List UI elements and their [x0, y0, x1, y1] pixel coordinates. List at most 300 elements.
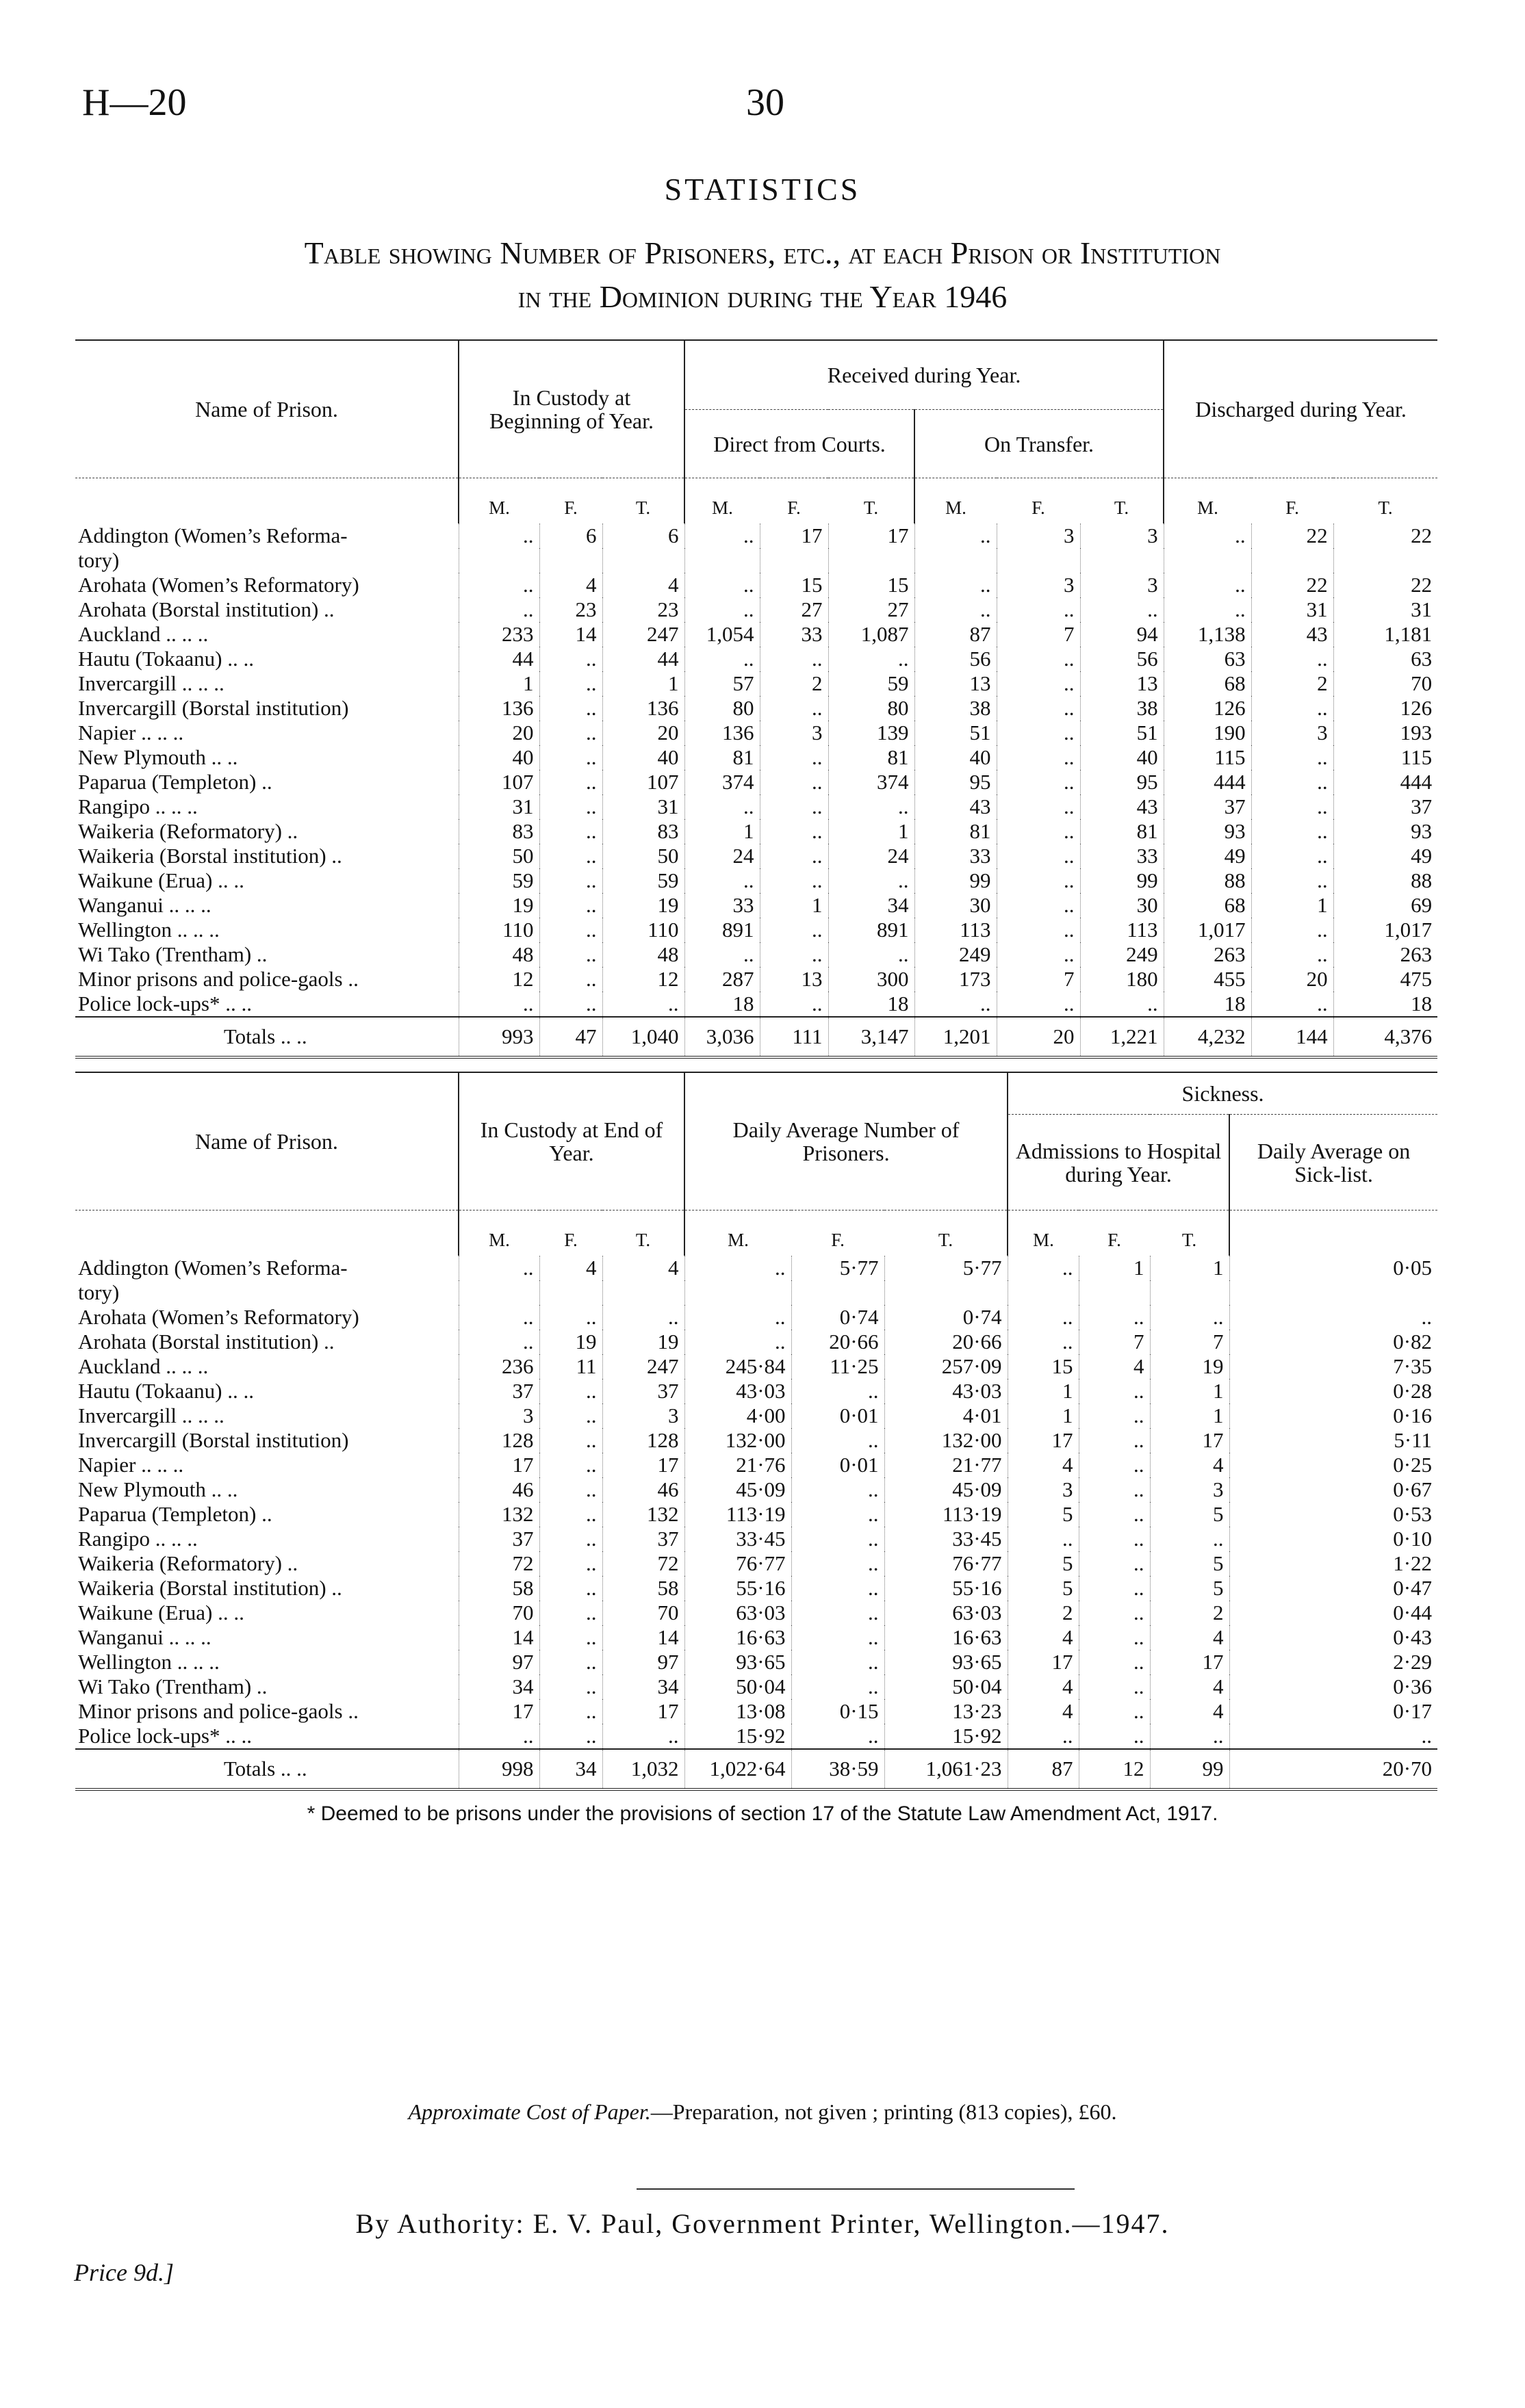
value-cell: 0·74 [791, 1305, 884, 1330]
value-cell: 4 [1150, 1674, 1229, 1699]
value-cell: 31 [602, 794, 684, 819]
value-cell [884, 1280, 1008, 1305]
value-cell: 2·29 [1229, 1650, 1437, 1674]
value-cell: 107 [459, 770, 539, 794]
value-cell: .. [539, 1674, 602, 1699]
value-cell: 4 [1008, 1699, 1079, 1724]
value-cell: .. [539, 794, 602, 819]
col-head-admissions: Admissions to Hospital during Year. [1008, 1115, 1229, 1211]
value-cell: 31 [459, 794, 539, 819]
value-cell: 0·36 [1229, 1674, 1437, 1699]
value-cell: .. [1080, 992, 1164, 1017]
value-cell: 3,036 [684, 1017, 760, 1057]
value-cell: 30 [1080, 893, 1164, 918]
value-cell: .. [684, 942, 760, 967]
value-cell: 132 [459, 1502, 539, 1527]
value-cell: .. [459, 1305, 539, 1330]
value-cell: 37 [602, 1379, 684, 1403]
table-row [75, 1576, 1437, 1601]
printer-authority: By Authority: E. V. Paul, Government Printer, Wellington.—1947. [355, 2208, 1170, 2239]
price: Price 9d.] [74, 2259, 174, 2286]
sub-head [1229, 1211, 1437, 1256]
sub-head: F. [791, 1211, 884, 1256]
table-row [75, 622, 1437, 647]
value-cell: 33 [760, 622, 828, 647]
value-cell: 4 [539, 573, 602, 597]
value-cell: 4·00 [684, 1403, 791, 1428]
value-cell [1150, 1280, 1229, 1305]
value-cell: 59 [459, 868, 539, 893]
value-cell: 0·43 [1229, 1625, 1437, 1650]
value-cell: 16·63 [884, 1625, 1008, 1650]
value-cell: .. [914, 992, 997, 1017]
value-cell [602, 1280, 684, 1305]
table-row [75, 721, 1437, 745]
value-cell: .. [791, 1724, 884, 1749]
value-cell [459, 1280, 539, 1305]
value-cell: .. [791, 1551, 884, 1576]
value-cell: .. [539, 770, 602, 794]
value-cell: .. [1008, 1527, 1079, 1551]
value-cell: 12 [1079, 1749, 1150, 1789]
value-cell [791, 1280, 884, 1305]
col-head-custody-end: In Custody at End of Year. [459, 1072, 684, 1211]
table-row [75, 671, 1437, 696]
value-cell: .. [539, 647, 602, 671]
prison-name-cell: Wi Tako (Trentham) .. [78, 942, 268, 966]
value-cell: .. [997, 992, 1080, 1017]
sub-head: M. [914, 478, 997, 524]
prison-name-cell: Rangipo .. .. .. [78, 794, 198, 818]
value-cell: .. [602, 992, 684, 1017]
value-cell: 81 [1080, 819, 1164, 844]
value-cell: .. [997, 647, 1080, 671]
value-cell: .. [1079, 1527, 1150, 1551]
value-cell: 20 [602, 721, 684, 745]
value-cell: .. [459, 573, 539, 597]
value-cell: 7·35 [1229, 1354, 1437, 1379]
value-cell [997, 548, 1080, 573]
value-cell: .. [828, 647, 914, 671]
value-cell: .. [1079, 1502, 1150, 1527]
value-cell: 1,040 [602, 1017, 684, 1057]
value-cell: .. [459, 1256, 539, 1280]
value-cell: 43 [1251, 622, 1333, 647]
value-cell: .. [539, 1502, 602, 1527]
caption-line-1: Table showing Number of Prisoners, etc., at each Prison or Institution [304, 235, 1221, 270]
value-cell: 444 [1333, 770, 1437, 794]
value-cell: .. [1251, 868, 1333, 893]
value-cell: 249 [1080, 942, 1164, 967]
value-cell: 374 [828, 770, 914, 794]
value-cell: 33 [914, 844, 997, 868]
value-cell: .. [684, 868, 760, 893]
table-row [75, 523, 1437, 548]
value-cell: 132·00 [684, 1428, 791, 1453]
table-row [75, 844, 1437, 868]
value-cell: 38 [1080, 696, 1164, 721]
value-cell: 17 [1008, 1650, 1079, 1674]
table-row [75, 1330, 1437, 1354]
totals-row [75, 1017, 1437, 1057]
value-cell: .. [1008, 1256, 1079, 1280]
value-cell: 13 [1080, 671, 1164, 696]
value-cell: 63 [1333, 647, 1437, 671]
value-cell: .. [1164, 597, 1251, 622]
value-cell: .. [539, 1601, 602, 1625]
value-cell: 19 [459, 893, 539, 918]
prison-name-cell: tory) [78, 548, 120, 572]
value-cell: .. [539, 1477, 602, 1502]
value-cell: 993 [459, 1017, 539, 1057]
value-cell: 51 [914, 721, 997, 745]
value-cell: 4 [602, 1256, 684, 1280]
value-cell: .. [1251, 794, 1333, 819]
value-cell: 21·76 [684, 1453, 791, 1477]
section-title: STATISTICS [664, 172, 861, 207]
value-cell: 27 [828, 597, 914, 622]
value-cell: .. [1251, 696, 1333, 721]
value-cell [1164, 548, 1251, 573]
value-cell: .. [997, 721, 1080, 745]
value-cell: .. [997, 893, 1080, 918]
value-cell: .. [684, 647, 760, 671]
prisoners-table-custody-sickness [75, 1072, 1437, 1791]
value-cell: .. [760, 794, 828, 819]
value-cell: 18 [828, 992, 914, 1017]
value-cell: .. [791, 1576, 884, 1601]
value-cell: 115 [1164, 745, 1251, 770]
value-cell: 1,022·64 [684, 1749, 791, 1789]
value-cell: 444 [1164, 770, 1251, 794]
value-cell: 1 [1150, 1256, 1229, 1280]
value-cell: 3 [1251, 721, 1333, 745]
value-cell: .. [539, 1428, 602, 1453]
value-cell: 22 [1333, 573, 1437, 597]
value-cell [828, 548, 914, 573]
value-cell: .. [1251, 918, 1333, 942]
value-cell: 4,376 [1333, 1017, 1437, 1057]
value-cell: 132 [602, 1502, 684, 1527]
table-row [75, 819, 1437, 844]
value-cell: 5 [1008, 1576, 1079, 1601]
prison-name-cell: Napier .. .. .. [78, 721, 184, 745]
value-cell: .. [539, 1576, 602, 1601]
sub-head: T. [1150, 1211, 1229, 1256]
prison-name-cell: Invercargill .. .. .. [78, 1403, 225, 1427]
value-cell [1008, 1280, 1079, 1305]
value-cell: 236 [459, 1354, 539, 1379]
value-cell: 128 [602, 1428, 684, 1453]
value-cell: 4·01 [884, 1403, 1008, 1428]
value-cell: .. [828, 942, 914, 967]
value-cell: 50·04 [884, 1674, 1008, 1699]
value-cell: 87 [914, 622, 997, 647]
value-cell: 19 [602, 893, 684, 918]
value-cell: 7 [997, 967, 1080, 992]
value-cell: 40 [914, 745, 997, 770]
value-cell: 3 [997, 573, 1080, 597]
value-cell: 4 [1150, 1453, 1229, 1477]
value-cell: 34 [539, 1749, 602, 1789]
value-cell: .. [1008, 1330, 1079, 1354]
sub-head: T. [1333, 478, 1437, 524]
value-cell: 4 [1150, 1625, 1229, 1650]
value-cell: .. [828, 794, 914, 819]
value-cell: 132·00 [884, 1428, 1008, 1453]
table-row [75, 1699, 1437, 1724]
value-cell: .. [1251, 942, 1333, 967]
value-cell: 3 [1080, 573, 1164, 597]
value-cell: 14 [459, 1625, 539, 1650]
value-cell: 81 [684, 745, 760, 770]
value-cell: 287 [684, 967, 760, 992]
sub-head: M. [1008, 1211, 1079, 1256]
value-cell: 5·77 [791, 1256, 884, 1280]
value-cell: 58 [602, 1576, 684, 1601]
value-cell: 37 [1164, 794, 1251, 819]
prison-name-cell: New Plymouth .. .. [78, 745, 238, 769]
value-cell: 1 [828, 819, 914, 844]
value-cell: 113 [1080, 918, 1164, 942]
value-cell: 1 [684, 819, 760, 844]
prison-name-cell: Paparua (Templeton) .. [78, 1502, 272, 1526]
value-cell: 3 [602, 1403, 684, 1428]
value-cell: 17 [1008, 1428, 1079, 1453]
value-cell: .. [684, 573, 760, 597]
table-row [75, 992, 1437, 1017]
table-row [75, 1502, 1437, 1527]
value-cell: .. [997, 918, 1080, 942]
value-cell: 20·66 [884, 1330, 1008, 1354]
value-cell: 0·28 [1229, 1379, 1437, 1403]
value-cell: .. [539, 1403, 602, 1428]
value-cell: 15·92 [884, 1724, 1008, 1749]
value-cell: 136 [459, 696, 539, 721]
value-cell: .. [539, 745, 602, 770]
value-cell: 76·77 [684, 1551, 791, 1576]
prison-name-cell: Waikune (Erua) .. .. [78, 1601, 244, 1624]
value-cell: 51 [1080, 721, 1164, 745]
value-cell: .. [1079, 1699, 1150, 1724]
value-cell: 19 [602, 1330, 684, 1354]
value-cell: 22 [1251, 573, 1333, 597]
prison-name-cell: Addington (Women’s Reforma- [78, 523, 348, 547]
value-cell: 17 [602, 1453, 684, 1477]
sub-head: F. [997, 478, 1080, 524]
value-cell: .. [684, 523, 760, 548]
value-cell: .. [914, 523, 997, 548]
value-cell: 24 [828, 844, 914, 868]
table-row [75, 893, 1437, 918]
table-row [75, 1379, 1437, 1403]
value-cell: 34 [828, 893, 914, 918]
table-row [75, 696, 1437, 721]
value-cell: 33·45 [884, 1527, 1008, 1551]
value-cell: .. [760, 647, 828, 671]
value-cell: 180 [1080, 967, 1164, 992]
value-cell: 83 [602, 819, 684, 844]
sub-head: M. [459, 1211, 539, 1256]
prison-name-cell: Auckland .. .. .. [78, 1354, 209, 1378]
prison-name-cell: Addington (Women’s Reforma- [78, 1256, 348, 1280]
value-cell: .. [539, 1724, 602, 1749]
prison-name-cell: Waikeria (Reformatory) .. [78, 819, 298, 843]
prison-name-cell: Hautu (Tokaanu) .. .. [78, 647, 254, 671]
value-cell: 18 [684, 992, 760, 1017]
col-head-sickness: Sickness. [1008, 1072, 1437, 1115]
value-cell: 0·15 [791, 1699, 884, 1724]
value-cell: 55·16 [884, 1576, 1008, 1601]
value-cell: 49 [1164, 844, 1251, 868]
value-cell: 136 [684, 721, 760, 745]
col-head-on-transfer: On Transfer. [914, 410, 1164, 478]
value-cell: 20·70 [1229, 1749, 1437, 1789]
value-cell: 13·08 [684, 1699, 791, 1724]
value-cell: .. [791, 1625, 884, 1650]
col-head-daily-average: Daily Average Number of Prisoners. [684, 1072, 1008, 1211]
value-cell: 7 [1079, 1330, 1150, 1354]
value-cell: .. [791, 1601, 884, 1625]
value-cell: 13 [760, 967, 828, 992]
value-cell: 22 [1333, 523, 1437, 548]
value-cell: 998 [459, 1749, 539, 1789]
value-cell: 63·03 [684, 1601, 791, 1625]
totals-row [75, 1749, 1437, 1789]
value-cell: 1,054 [684, 622, 760, 647]
value-cell: 37 [602, 1527, 684, 1551]
value-cell: 34 [602, 1674, 684, 1699]
value-cell: .. [539, 992, 602, 1017]
value-cell: .. [539, 1699, 602, 1724]
value-cell: 95 [914, 770, 997, 794]
value-cell: .. [1251, 992, 1333, 1017]
value-cell: 31 [1333, 597, 1437, 622]
value-cell: .. [791, 1502, 884, 1527]
value-cell: .. [791, 1379, 884, 1403]
prison-name-cell: Arohata (Borstal institution) .. [78, 1330, 335, 1354]
value-cell: 1,181 [1333, 622, 1437, 647]
table-row [75, 573, 1437, 597]
table-row [75, 1477, 1437, 1502]
prison-name-cell: Totals .. .. [75, 1017, 459, 1057]
value-cell: 1 [1008, 1403, 1079, 1428]
table-row [75, 548, 1437, 573]
value-cell: 80 [684, 696, 760, 721]
table-row [75, 1305, 1437, 1330]
value-cell: 37 [1333, 794, 1437, 819]
value-cell: 1,138 [1164, 622, 1251, 647]
value-cell: .. [1079, 1403, 1150, 1428]
value-cell: 1,087 [828, 622, 914, 647]
value-cell: .. [1251, 770, 1333, 794]
sub-head: F. [1079, 1211, 1150, 1256]
value-cell: .. [1079, 1650, 1150, 1674]
value-cell: 136 [602, 696, 684, 721]
value-cell: 30 [914, 893, 997, 918]
value-cell: 17 [760, 523, 828, 548]
sub-head: T. [602, 478, 684, 524]
value-cell [684, 548, 760, 573]
value-cell: 128 [459, 1428, 539, 1453]
value-cell: .. [539, 967, 602, 992]
value-cell: .. [791, 1650, 884, 1674]
value-cell: .. [539, 893, 602, 918]
value-cell: 15·92 [684, 1724, 791, 1749]
value-cell: 1·22 [1229, 1551, 1437, 1576]
value-cell: .. [1150, 1527, 1229, 1551]
sub-head: T. [884, 1211, 1008, 1256]
value-cell: .. [459, 992, 539, 1017]
value-cell: 70 [459, 1601, 539, 1625]
value-cell: 3,147 [828, 1017, 914, 1057]
value-cell: 18 [1333, 992, 1437, 1017]
value-cell [1080, 548, 1164, 573]
col-head-custody-begin: In Custody at Beginning of Year. [459, 340, 684, 478]
value-cell: .. [539, 1527, 602, 1551]
value-cell: .. [539, 1551, 602, 1576]
value-cell: 37 [459, 1379, 539, 1403]
value-cell: 14 [602, 1625, 684, 1650]
value-cell: 33·45 [684, 1527, 791, 1551]
prisoners-table-received-discharged [75, 339, 1437, 1059]
prison-name-cell: Arohata (Women’s Reformatory) [78, 573, 359, 597]
value-cell: 107 [602, 770, 684, 794]
value-cell: .. [997, 671, 1080, 696]
value-cell: .. [1079, 1601, 1150, 1625]
value-cell: .. [997, 844, 1080, 868]
value-cell: .. [1229, 1305, 1437, 1330]
prison-name-cell: Napier .. .. .. [78, 1453, 184, 1477]
value-cell: 24 [684, 844, 760, 868]
value-cell: .. [1079, 1305, 1150, 1330]
value-cell: 14 [539, 622, 602, 647]
value-cell: 34 [459, 1674, 539, 1699]
value-cell: 99 [1150, 1749, 1229, 1789]
table-row [75, 1551, 1437, 1576]
value-cell: .. [1008, 1724, 1079, 1749]
value-cell: 1 [1251, 893, 1333, 918]
value-cell: 1,061·23 [884, 1749, 1008, 1789]
cost-of-paper [0, 2099, 1525, 2125]
value-cell: 0·67 [1229, 1477, 1437, 1502]
value-cell: 23 [539, 597, 602, 622]
value-cell: .. [791, 1527, 884, 1551]
value-cell: 48 [459, 942, 539, 967]
value-cell: .. [997, 696, 1080, 721]
prison-name-cell: Wi Tako (Trentham) .. [78, 1674, 268, 1698]
value-cell: 113 [914, 918, 997, 942]
value-cell: 76·77 [884, 1551, 1008, 1576]
value-cell: .. [997, 868, 1080, 893]
value-cell: 263 [1164, 942, 1251, 967]
value-cell: 17 [1150, 1650, 1229, 1674]
value-cell: 37 [459, 1527, 539, 1551]
value-cell: .. [1079, 1724, 1150, 1749]
value-cell: .. [914, 573, 997, 597]
prison-name-cell: Totals .. .. [75, 1749, 459, 1789]
table-row [75, 597, 1437, 622]
prison-name-cell: Minor prisons and police-gaols .. [78, 967, 359, 991]
prison-name-cell: Invercargill .. .. .. [78, 671, 225, 695]
value-cell: 93 [1333, 819, 1437, 844]
value-cell: .. [1251, 745, 1333, 770]
value-cell: 17 [602, 1699, 684, 1724]
col-head-direct-courts: Direct from Courts. [684, 410, 914, 478]
value-cell: .. [760, 942, 828, 967]
value-cell: .. [791, 1674, 884, 1699]
value-cell: 47 [539, 1017, 602, 1057]
